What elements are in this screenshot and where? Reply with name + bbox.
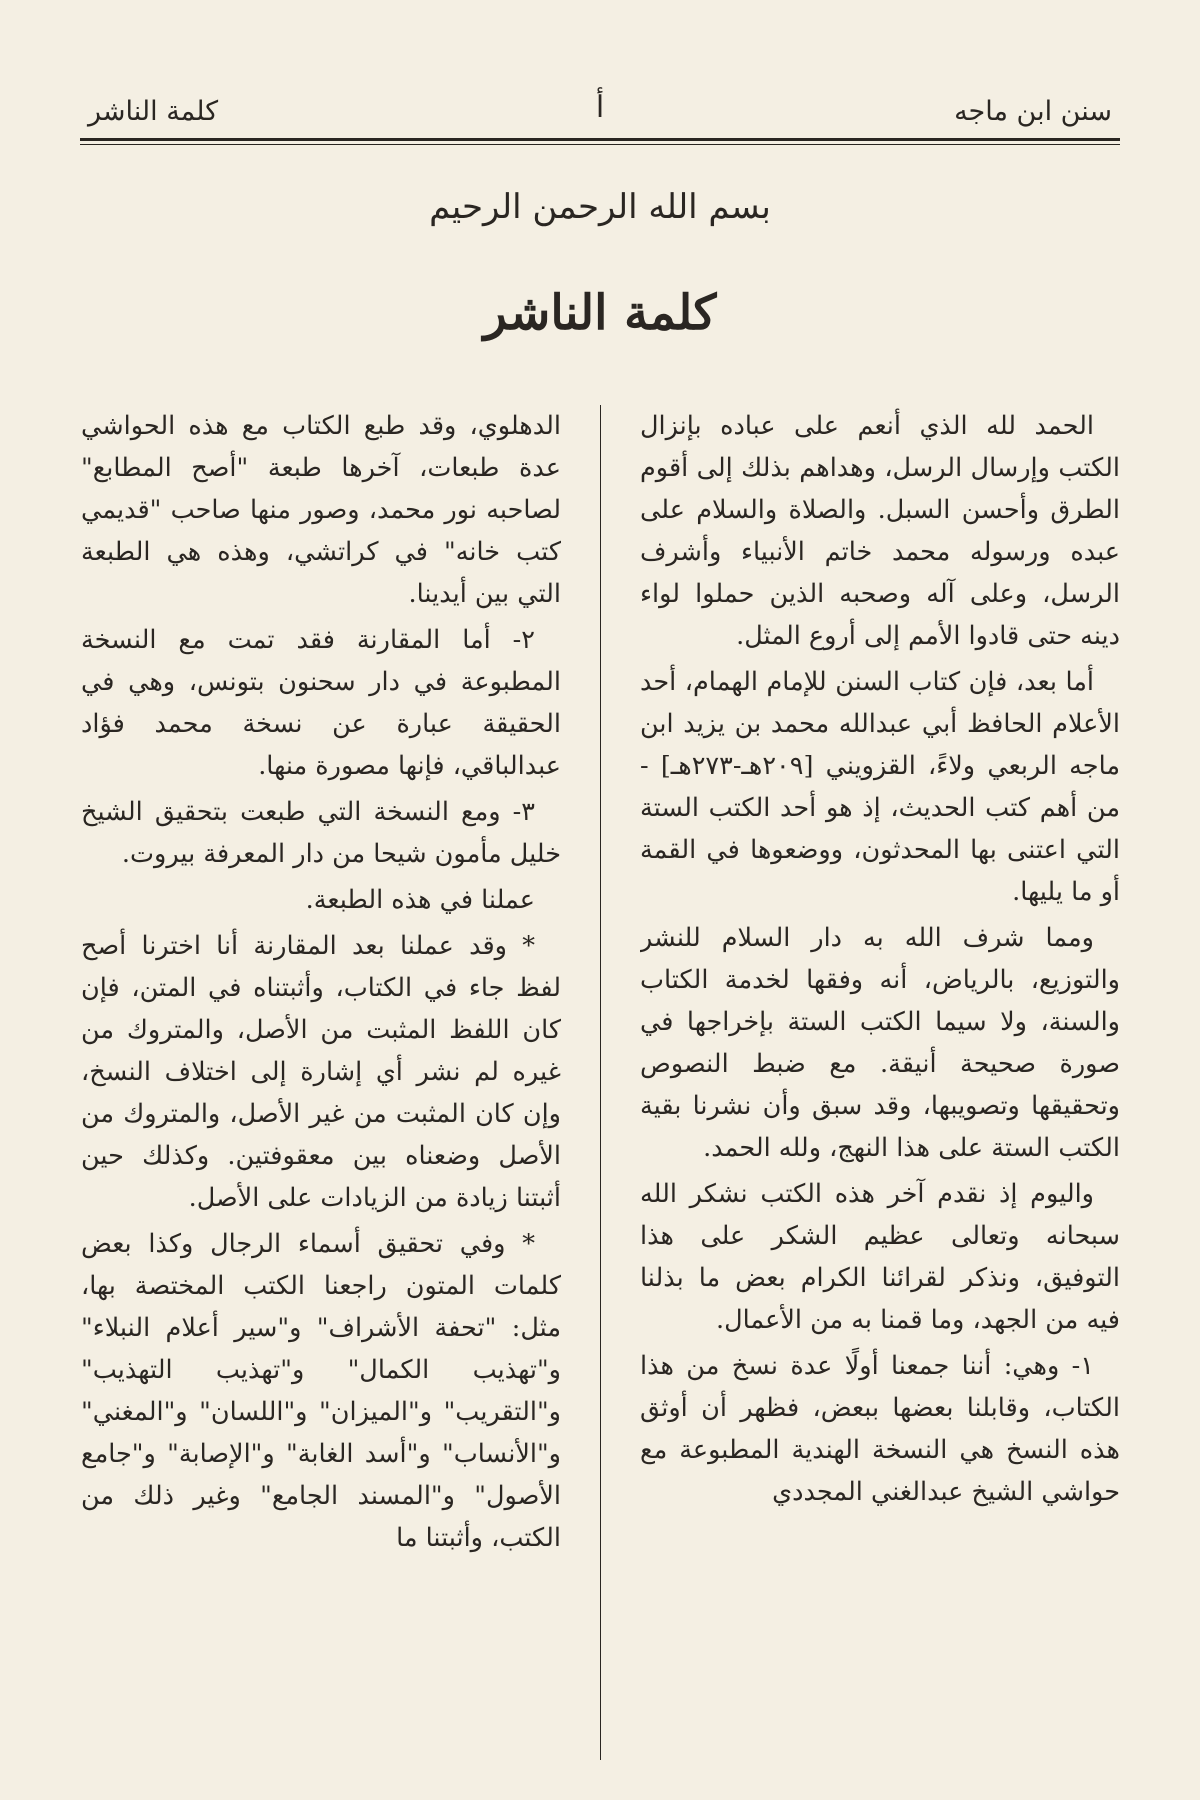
left-column: [81, 405, 561, 1760]
header-book-title: سنن ابن ماجه: [954, 96, 1112, 127]
basmala: بسم الله الرحمن الرحيم: [429, 187, 771, 227]
paragraph: عملنا في هذه الطبعة.: [305, 885, 535, 915]
right-column: [640, 405, 1120, 1760]
paragraph: ٣- ومع النسخة التي طبعت بتحقيق الشيخ خليل مأمون شيحا من دار المعرفة بيروت.: [81, 797, 561, 869]
header-page-number: أ: [595, 90, 605, 125]
column-divider: [600, 405, 601, 1760]
paragraph: * وفي تحقيق أسماء الرجال وكذا بعض كلمات المتون راجعنا الكتب المختصة بها، مثل: "تحفة الأشراف" و"سير أعلام النبلاء" و"تهذيب الكمال" و"تهذيب التهذيب" و"التقريب" و"الميزان" و"اللسان" و"المغني" و"الأنساب" و"أسد الغابة" و"الإصابة" و"جامع الأصول" و"المسند الجامع" وغير ذلك من الكتب، وأثبتنا ما: [81, 1229, 561, 1553]
paragraph: * وقد عملنا بعد المقارنة أنا اخترنا أصح لفظ جاء في الكتاب، وأثبتناه في المتن، فإن كان اللفظ المثبت من الأصل، والمتروك من غيره لم نشر أي إشارة إلى اختلاف النسخ، وإن كان المثبت من غير الأصل، والمتروك من الأصل وضعناه بين معقوفتين. وكذلك حين أثبتنا زيادة من الزيادات على الأصل.: [81, 931, 561, 1213]
page-title: كلمة الناشر: [483, 285, 717, 341]
text-columns: [80, 405, 1120, 1760]
header-rule-thin: [80, 144, 1120, 145]
paragraph: واليوم إذ نقدم آخر هذه الكتب نشكر الله سبحانه وتعالى عظيم الشكر على هذا التوفيق، ونذكر لقرائنا الكرام بعض ما بذلنا فيه من الجهد، وما قمنا به من الأعمال.: [640, 1179, 1120, 1335]
header-section-title: كلمة الناشر: [88, 96, 219, 127]
header-rule-thick: [80, 138, 1120, 141]
running-header: [80, 90, 1120, 134]
paragraph: ١- وهي: أننا جمعنا أولًا عدة نسخ من هذا الكتاب، وقابلنا بعضها ببعض، فظهر أن أوثق هذه النسخ هي النسخة الهندية المطبوعة مع حواشي الشيخ عبدالغني المجددي: [640, 1351, 1120, 1507]
paragraph: الحمد لله الذي أنعم على عباده بإنزال الكتب وإرسال الرسل، وهداهم بذلك إلى أقوم الطرق وأحسن السبل. والصلاة والسلام على عبده ورسوله محمد خاتم الأنبياء وأشرف الرسل، وعلى آله وصحبه الذين حملوا لواء دينه حتى قادوا الأمم إلى أروع المثل.: [640, 411, 1120, 651]
paragraph: ومما شرف الله به دار السلام للنشر والتوزيع، بالرياض، أنه وفقها لخدمة الكتاب والسنة، ولا سيما الكتب الستة بإخراجها في صورة صحيحة أنيقة. مع ضبط النصوص وتحقيقها وتصويبها، وقد سبق وأن نشرنا بقية الكتب الستة على هذا النهج، ولله الحمد.: [640, 923, 1120, 1163]
paragraph: أما بعد، فإن كتاب السنن للإمام الهمام، أحد الأعلام الحافظ أبي عبدالله محمد بن يزيد ابن ماجه الربعي ولاءً، القزويني [٢٠٩هـ-٢٧٣هـ] - من أهم كتب الحديث، إذ هو أحد الكتب الستة التي اعتنى بها المحدثون، ووضعوها في القمة أو ما يليها.: [640, 667, 1120, 907]
paragraph: ٢- أما المقارنة فقد تمت مع النسخة المطبوعة في دار سحنون بتونس، وهي في الحقيقة عبارة عن نسخة محمد فؤاد عبدالباقي، فإنها مصورة منها.: [81, 625, 561, 781]
paragraph: الدهلوي، وقد طبع الكتاب مع هذه الحواشي عدة طبعات، آخرها طبعة "أصح المطابع" لصاحبه نور محمد، وصور منها صاحب "قديمي كتب خانه" في كراتشي، وهذه هي الطبعة التي بين أيدينا.: [81, 411, 561, 609]
